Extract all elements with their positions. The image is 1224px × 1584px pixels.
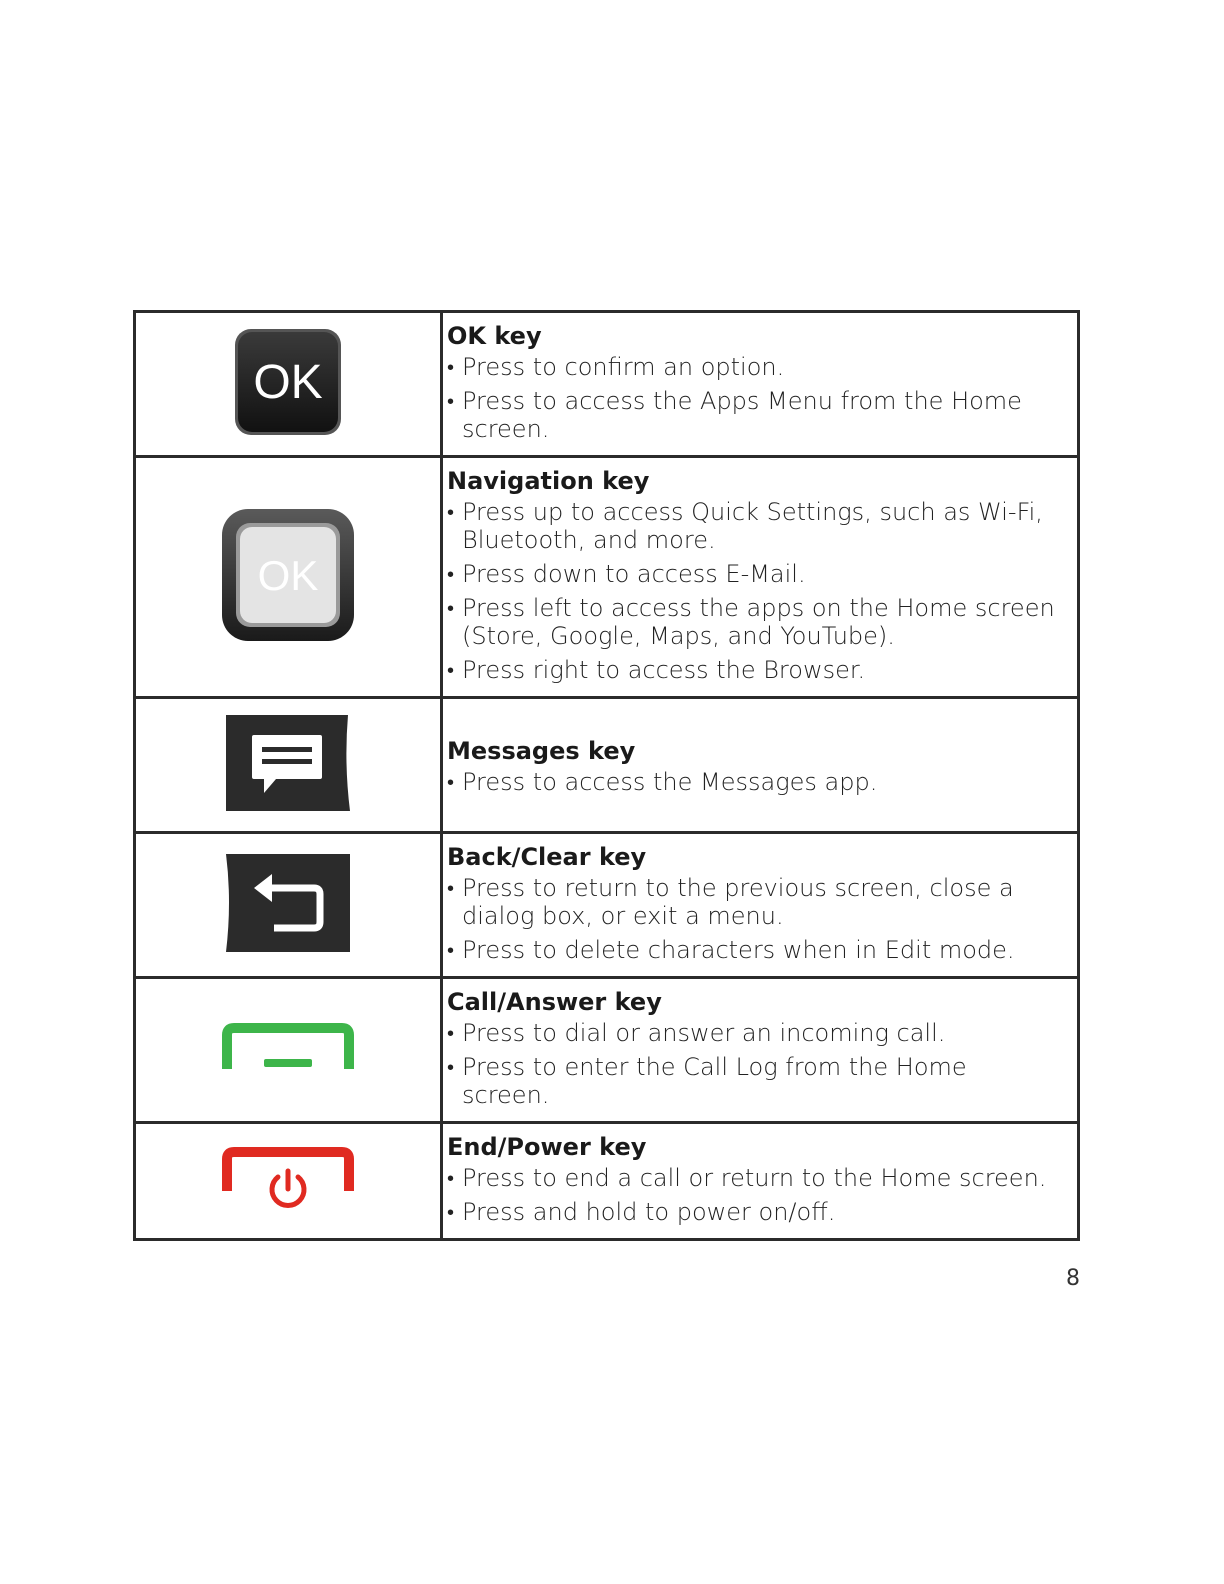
bullet-list: [447, 1019, 1057, 1109]
bullet-item: • Press to return to the previous screen, close a dialog box, or exit a menu.: [447, 874, 1014, 930]
icon-cell: [135, 312, 442, 457]
bullet-item: • Press to access the Messages app.: [447, 768, 878, 796]
bullet-item: • Press to dial or answer an incoming call.: [447, 1019, 946, 1047]
key-row-back-clear: [135, 833, 1079, 978]
desc-cell: [442, 978, 1079, 1123]
key-title: Navigation key: [447, 467, 650, 495]
bullet-item: • Press and hold to power on/off.: [447, 1198, 836, 1226]
desc-cell: [442, 312, 1079, 457]
bullet-item: • Press to confirm an option.: [447, 353, 785, 381]
key-row-messages: [135, 698, 1079, 833]
messages-key-icon: [224, 713, 352, 817]
bullet-list: [447, 353, 1057, 443]
back-clear-key-icon: [224, 852, 352, 958]
key-row-call-answer: [135, 978, 1079, 1123]
bullet-list: [447, 498, 1057, 684]
svg-text:OK: OK: [253, 356, 323, 409]
keys-table: [133, 310, 1080, 1241]
desc-cell: [442, 1123, 1079, 1240]
bullet-item: • Press to access the Apps Menu from the Home screen.: [447, 387, 1022, 443]
desc-cell: [442, 833, 1079, 978]
key-row-navigation: [135, 457, 1079, 698]
icon-cell: [135, 457, 442, 698]
bullet-item: • Press right to access the Browser.: [447, 656, 866, 684]
bullet-item: • Press to delete characters when in Edit mode.: [447, 936, 1015, 964]
desc-cell: [442, 457, 1079, 698]
icon-cell: [135, 833, 442, 978]
bullet-list: [447, 874, 1057, 964]
key-row-ok: [135, 312, 1079, 457]
icon-cell: [135, 978, 442, 1123]
key-title: Messages key: [447, 737, 636, 765]
icon-cell: [135, 1123, 442, 1240]
key-title: OK key: [447, 322, 542, 350]
bullet-item: • Press to enter the Call Log from the Home screen.: [447, 1053, 967, 1109]
bullet-item: • Press to end a call or return to the Home screen.: [447, 1164, 1047, 1192]
bullet-item: • Press up to access Quick Settings, such as Wi-Fi, Bluetooth, and more.: [447, 498, 1043, 554]
bullet-list: [447, 768, 1057, 796]
icon-cell: [135, 698, 442, 833]
bullet-list: [447, 1164, 1057, 1226]
svg-text:OK: OK: [257, 552, 319, 599]
call-answer-key-icon: [222, 1023, 354, 1077]
end-power-key-icon: [222, 1147, 354, 1215]
navigation-key-icon: [220, 507, 356, 647]
bullet-item: • Press down to access E-Mail.: [447, 560, 806, 588]
desc-cell: [442, 698, 1079, 833]
key-row-end-power: [135, 1123, 1079, 1240]
key-title: End/Power key: [447, 1133, 647, 1161]
key-title: Call/Answer key: [447, 988, 662, 1016]
page-number: 8: [1066, 1266, 1080, 1291]
key-title: Back/Clear key: [447, 843, 647, 871]
bullet-item: • Press left to access the apps on the Home screen (Store, Google, Maps, and YouTube).: [447, 594, 1055, 650]
ok-key-icon: [233, 327, 343, 441]
